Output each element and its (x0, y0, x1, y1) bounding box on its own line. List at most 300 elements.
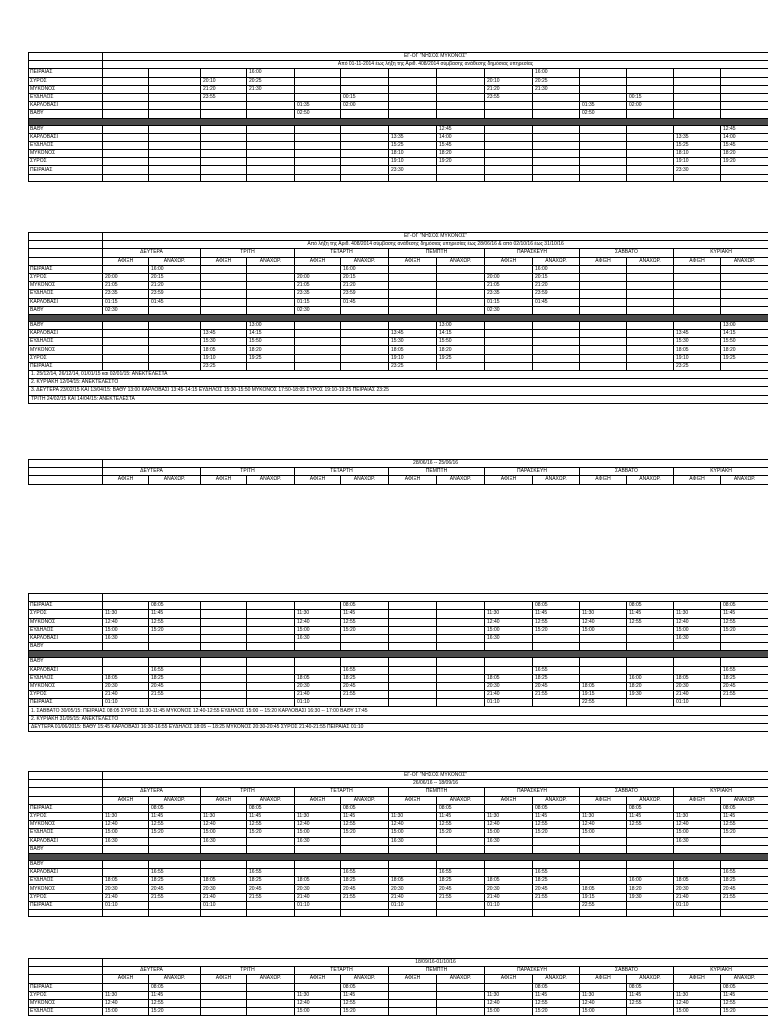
time-cell: 21:55 (149, 691, 201, 699)
time-cell: 11:45 (341, 610, 389, 618)
time-cell (247, 158, 295, 166)
time-cell (627, 860, 674, 868)
time-cell: 13:35 (674, 133, 721, 141)
time-cell (437, 290, 485, 298)
time-cell (247, 837, 295, 845)
port-name: ΚΑΡΛΟΒΑΣΙ (29, 837, 103, 845)
arrival-header: ΑΦΙΞΗ (580, 476, 627, 484)
time-cell: 12:40 (580, 999, 627, 1007)
port-name: ΜΥΚΟΝΟΣ (29, 999, 103, 1007)
note-row (29, 707, 768, 715)
time-cell (149, 110, 201, 118)
time-cell: 18:25 (247, 877, 295, 885)
time-cell: 08:05 (437, 804, 485, 812)
arrival-header: ΑΦΙΞΗ (295, 975, 341, 983)
arrival-header: ΑΦΙΞΗ (485, 975, 533, 983)
time-cell (247, 699, 295, 707)
time-cell: 18:05 (103, 674, 149, 682)
day-header: ΠΕΜΠΤΗ (389, 249, 485, 257)
time-cell (389, 321, 437, 329)
time-cell: 23:59 (149, 290, 201, 298)
time-cell (201, 643, 247, 651)
time-cell (533, 158, 580, 166)
time-cell (103, 102, 149, 110)
day-header: ΣΑΒΒΑΤΟ (580, 249, 674, 257)
time-cell: 01:10 (295, 901, 341, 909)
time-cell (437, 666, 485, 674)
time-cell: 20:10 (201, 77, 247, 85)
time-cell: 01:10 (295, 699, 341, 707)
time-cell (580, 69, 627, 77)
departure-header: ΑΝΑΧΩΡ. (247, 257, 295, 265)
port-row (29, 618, 768, 626)
day-header: ΤΡΙΤΗ (201, 967, 295, 975)
time-cell (627, 282, 674, 290)
port-name: ΣΥΡΟΣ (29, 812, 103, 820)
day-header: ΠΕΜΠΤΗ (389, 967, 485, 975)
time-cell (533, 125, 580, 133)
time-cell (580, 77, 627, 85)
time-cell (103, 346, 149, 354)
time-cell: 01:10 (389, 901, 437, 909)
day-header-row (29, 249, 768, 257)
corner-cell (29, 468, 103, 476)
time-cell: 23:55 (201, 93, 247, 101)
time-cell (247, 634, 295, 642)
time-cell (341, 634, 389, 642)
port-row (29, 682, 768, 690)
time-cell (627, 69, 674, 77)
time-cell: 21:40 (103, 691, 149, 699)
time-cell: 15:20 (533, 829, 580, 837)
time-cell: 11:30 (674, 991, 721, 999)
time-cell: 02:00 (341, 102, 389, 110)
time-cell: 11:45 (149, 991, 201, 999)
time-cell (580, 150, 627, 158)
time-cell (627, 626, 674, 634)
time-cell (103, 93, 149, 101)
departure-header: ΑΝΑΧΩΡ. (247, 796, 295, 804)
time-cell (721, 93, 768, 101)
time-cell: 11:45 (341, 812, 389, 820)
section-separator (29, 853, 768, 860)
time-cell (247, 602, 295, 610)
time-cell: 15:20 (721, 626, 768, 634)
time-cell (295, 77, 341, 85)
arrival-header: ΑΦΙΞΗ (485, 796, 533, 804)
time-cell (580, 804, 627, 812)
time-cell (201, 699, 247, 707)
time-cell (149, 158, 201, 166)
time-cell: 08:05 (149, 804, 201, 812)
schedule-block (28, 232, 756, 404)
time-cell: 20:15 (149, 273, 201, 281)
time-cell: 15:20 (341, 1008, 389, 1016)
section-separator (29, 314, 768, 321)
block-title: ΕΓ-ΟΓ "ΝΗΣΟΣ ΜΥΚΟΝΟΣ" (103, 772, 768, 780)
time-cell (674, 869, 721, 877)
time-cell: 01:15 (295, 298, 341, 306)
note-text: 2. ΚΥΡΙΑΚΗ 31/05/15: ΑΝΕΚΤΕΛΕΣΤΟ (29, 715, 768, 723)
corner-cell (29, 780, 103, 788)
time-cell: 13:45 (674, 330, 721, 338)
departure-header: ΑΝΑΧΩΡ. (341, 476, 389, 484)
time-cell: 21:20 (149, 282, 201, 290)
departure-header: ΑΝΑΧΩΡ. (533, 476, 580, 484)
time-cell (201, 282, 247, 290)
time-cell: 16:00 (341, 265, 389, 273)
note-text: ΤΡΙΤΗ 24/02/15 ΚΑΙ 14/04/15: ΑΝΕΚΤΕΛΕΣΤΑ (29, 395, 768, 403)
time-cell: 20:45 (341, 885, 389, 893)
time-cell: 23:30 (389, 166, 437, 174)
subheader-row (29, 796, 768, 804)
blank-cell (103, 174, 149, 181)
time-cell (674, 102, 721, 110)
time-cell (580, 658, 627, 666)
time-cell (341, 77, 389, 85)
note-row (29, 723, 768, 731)
time-cell: 16:30 (674, 634, 721, 642)
time-cell (201, 306, 247, 314)
time-cell (103, 860, 149, 868)
time-cell: 16:30 (485, 837, 533, 845)
time-cell: 19:25 (247, 354, 295, 362)
time-cell (674, 273, 721, 281)
time-cell (389, 691, 437, 699)
port-name: ΕΥΔΗΛΟΣ (29, 626, 103, 634)
time-cell: 11:45 (627, 610, 674, 618)
time-cell (437, 983, 485, 991)
time-cell (295, 658, 341, 666)
time-cell: 11:45 (721, 812, 768, 820)
time-cell (533, 338, 580, 346)
time-cell: 21:55 (149, 893, 201, 901)
time-cell: 22:55 (580, 901, 627, 909)
port-name: ΒΑΘΥ (29, 860, 103, 868)
time-cell: 16:00 (149, 265, 201, 273)
port-name: ΠΕΙΡΑΙΑΣ (29, 265, 103, 273)
port-row (29, 85, 768, 93)
time-cell: 18:05 (580, 885, 627, 893)
time-cell: 20:00 (295, 273, 341, 281)
port-name: ΜΥΚΟΝΟΣ (29, 85, 103, 93)
time-cell (389, 110, 437, 118)
time-cell: 18:05 (485, 674, 533, 682)
time-cell (103, 166, 149, 174)
time-cell: 12:55 (533, 999, 580, 1007)
time-cell: 12:40 (295, 821, 341, 829)
time-cell: 18:05 (389, 346, 437, 354)
time-cell: 20:25 (533, 77, 580, 85)
time-cell (721, 77, 768, 85)
time-cell (627, 306, 674, 314)
time-cell (389, 626, 437, 634)
time-cell: 23:25 (674, 362, 721, 370)
day-header: ΔΕΥΤΕΡΑ (103, 967, 201, 975)
time-cell (149, 93, 201, 101)
time-cell: 01:15 (103, 298, 149, 306)
blank-cell (149, 910, 201, 917)
time-cell: 11:30 (201, 812, 247, 820)
departure-header: ΑΝΑΧΩΡ. (627, 975, 674, 983)
time-cell (674, 306, 721, 314)
arrival-header: ΑΦΙΞΗ (103, 476, 149, 484)
time-cell (437, 85, 485, 93)
time-cell: 20:15 (533, 273, 580, 281)
separator-bar (29, 651, 768, 658)
note-row (29, 715, 768, 723)
time-cell (103, 77, 149, 85)
day-header: ΠΑΡΑΣΚΕΥΗ (485, 967, 580, 975)
time-cell (295, 338, 341, 346)
time-cell (627, 273, 674, 281)
port-name: ΠΕΙΡΑΙΑΣ (29, 166, 103, 174)
time-cell: 11:45 (533, 610, 580, 618)
time-cell: 18:05 (389, 877, 437, 885)
time-cell (389, 85, 437, 93)
time-cell (674, 290, 721, 298)
time-cell: 02:50 (580, 110, 627, 118)
port-name: ΒΑΘΥ (29, 306, 103, 314)
time-cell: 08:05 (533, 804, 580, 812)
time-cell (149, 77, 201, 85)
time-cell: 18:05 (295, 877, 341, 885)
departure-header: ΑΝΑΧΩΡ. (627, 796, 674, 804)
time-cell: 11:30 (485, 991, 533, 999)
time-cell (103, 362, 149, 370)
day-header: ΣΑΒΒΑΤΟ (580, 788, 674, 796)
time-cell (485, 869, 533, 877)
time-cell: 12:55 (341, 618, 389, 626)
block-subtitle: Από λήξη της Αριθ. 408/2014 σύμβασης ανάθεσης δημόσιας υπηρεσίας έως 28/06/16 & από 02/10/16 έως 31/10/16 (103, 241, 768, 249)
time-cell (201, 983, 247, 991)
time-cell (674, 804, 721, 812)
time-cell (247, 643, 295, 651)
time-cell (437, 999, 485, 1007)
time-cell (201, 133, 247, 141)
time-cell (674, 69, 721, 77)
time-cell (437, 110, 485, 118)
time-cell (721, 298, 768, 306)
time-cell (149, 901, 201, 909)
day-header: ΣΑΒΒΑΤΟ (580, 967, 674, 975)
time-cell (533, 110, 580, 118)
time-cell: 15:00 (485, 1008, 533, 1016)
port-row (29, 804, 768, 812)
time-cell: 18:05 (201, 346, 247, 354)
blank-cell (389, 910, 437, 917)
time-cell (627, 829, 674, 837)
time-cell: 11:45 (149, 610, 201, 618)
blank-cell (149, 174, 201, 181)
time-cell: 12:40 (674, 821, 721, 829)
time-cell: 15:50 (247, 338, 295, 346)
time-cell (580, 290, 627, 298)
port-row (29, 999, 768, 1007)
time-cell: 20:45 (721, 682, 768, 690)
time-cell (247, 110, 295, 118)
time-cell (627, 290, 674, 298)
departure-header: ΑΝΑΧΩΡ. (533, 796, 580, 804)
title-row (29, 772, 768, 780)
time-cell (580, 321, 627, 329)
blank-cell (29, 910, 103, 917)
time-cell (103, 845, 149, 853)
time-cell (627, 354, 674, 362)
port-row (29, 869, 768, 877)
port-row (29, 298, 768, 306)
time-cell: 20:00 (485, 273, 533, 281)
note-row (29, 371, 768, 379)
time-cell (674, 110, 721, 118)
time-cell: 21:55 (437, 893, 485, 901)
port-name: ΣΥΡΟΣ (29, 273, 103, 281)
time-cell: 15:30 (201, 338, 247, 346)
time-cell: 15:50 (437, 338, 485, 346)
time-cell: 23:59 (341, 290, 389, 298)
subtitle-row (29, 61, 768, 69)
arrival-header: ΑΦΙΞΗ (580, 975, 627, 983)
time-cell (149, 634, 201, 642)
time-cell (149, 845, 201, 853)
time-cell: 16:55 (533, 666, 580, 674)
port-row (29, 282, 768, 290)
time-cell: 00:15 (341, 93, 389, 101)
time-cell: 11:45 (721, 991, 768, 999)
arrival-header: ΑΦΙΞΗ (201, 257, 247, 265)
day-header-row (29, 788, 768, 796)
time-cell: 15:50 (721, 338, 768, 346)
time-cell: 18:25 (533, 877, 580, 885)
time-cell (485, 354, 533, 362)
arrival-header: ΑΦΙΞΗ (674, 476, 721, 484)
time-cell (674, 983, 721, 991)
time-cell (437, 860, 485, 868)
time-cell (580, 273, 627, 281)
time-cell: 12:55 (721, 618, 768, 626)
port-row (29, 158, 768, 166)
port-row (29, 626, 768, 634)
time-cell: 14:00 (437, 133, 485, 141)
time-cell (201, 860, 247, 868)
time-cell: 20:30 (201, 885, 247, 893)
title-row (29, 53, 768, 61)
time-cell (201, 298, 247, 306)
time-cell (103, 983, 149, 991)
time-cell (201, 102, 247, 110)
time-cell: 22:55 (580, 699, 627, 707)
time-cell: 16:30 (295, 837, 341, 845)
title-row (29, 594, 768, 602)
port-name: ΣΥΡΟΣ (29, 77, 103, 85)
note-text: 2. ΚΥΡΙΑΚΗ 12/04/15: ΑΝΕΚΤΕΛΕΣΤΟ (29, 379, 768, 387)
time-cell (247, 150, 295, 158)
time-cell: 23:30 (674, 166, 721, 174)
time-cell (389, 290, 437, 298)
time-cell (533, 362, 580, 370)
day-header: ΚΥΡΙΑΚΗ (674, 788, 768, 796)
time-cell (149, 346, 201, 354)
time-cell (149, 330, 201, 338)
time-cell: 14:00 (721, 133, 768, 141)
port-name: ΒΑΘΥ (29, 845, 103, 853)
time-cell: 16:55 (341, 869, 389, 877)
port-name: ΜΥΚΟΝΟΣ (29, 346, 103, 354)
time-cell (674, 658, 721, 666)
time-cell: 15:00 (295, 626, 341, 634)
time-cell: 15:30 (389, 338, 437, 346)
time-cell (674, 643, 721, 651)
time-cell: 20:15 (341, 273, 389, 281)
title-row (29, 959, 768, 967)
note-text: ΔΕΥΤΕΡΑ 01/06/2015: ΒΑΘΥ 15:45 ΚΑΡΛΟΒΑΣΙ 16:30-16:55 ΕΥΔΗΛΟΣ 18:05 -- 18:25 ΜΥΚΟΝΟΣ 20:30-20:45 ΣΥΡΟΣ 21:40-21:55 ΠΕΙΡΑΙΑΣ 01:10 (29, 723, 768, 731)
port-row (29, 330, 768, 338)
time-cell: 12:40 (103, 618, 149, 626)
time-cell: 11:30 (103, 991, 149, 999)
day-header: ΚΥΡΙΑΚΗ (674, 967, 768, 975)
time-cell (437, 362, 485, 370)
departure-header: ΑΝΑΧΩΡ. (533, 257, 580, 265)
time-cell: 15:00 (295, 829, 341, 837)
time-cell: 23:35 (103, 290, 149, 298)
schedule-table (28, 771, 768, 917)
time-cell (533, 166, 580, 174)
time-cell: 12:40 (295, 618, 341, 626)
time-cell: 15:20 (247, 829, 295, 837)
time-cell: 11:30 (485, 812, 533, 820)
time-cell (389, 983, 437, 991)
time-cell: 16:30 (103, 837, 149, 845)
time-cell (295, 85, 341, 93)
time-cell (485, 133, 533, 141)
time-cell: 12:55 (627, 618, 674, 626)
time-cell: 13:00 (437, 321, 485, 329)
time-cell (437, 845, 485, 853)
time-cell (437, 282, 485, 290)
time-cell: 12:55 (721, 821, 768, 829)
time-cell (580, 845, 627, 853)
time-cell: 20:30 (103, 682, 149, 690)
time-cell (295, 321, 341, 329)
port-name: ΠΕΙΡΑΙΑΣ (29, 602, 103, 610)
time-cell: 16:30 (674, 837, 721, 845)
port-name: ΚΑΡΛΟΒΑΣΙ (29, 869, 103, 877)
time-cell (389, 845, 437, 853)
departure-header: ΑΝΑΧΩΡ. (149, 975, 201, 983)
time-cell (533, 837, 580, 845)
time-cell (149, 102, 201, 110)
time-cell: 18:20 (437, 150, 485, 158)
time-cell: 16:30 (201, 837, 247, 845)
time-cell (103, 85, 149, 93)
time-cell (533, 346, 580, 354)
arrival-header: ΑΦΙΞΗ (295, 257, 341, 265)
time-cell: 16:00 (533, 69, 580, 77)
corner-cell (29, 233, 103, 241)
time-cell: 12:55 (533, 821, 580, 829)
time-cell (389, 602, 437, 610)
time-cell (674, 298, 721, 306)
time-cell: 18:20 (721, 346, 768, 354)
port-row (29, 102, 768, 110)
blank-cell (627, 910, 674, 917)
time-cell: 15:20 (341, 829, 389, 837)
time-cell: 12:40 (389, 821, 437, 829)
time-cell: 12:55 (627, 821, 674, 829)
time-cell: 15:00 (580, 829, 627, 837)
time-cell (247, 125, 295, 133)
time-cell (580, 330, 627, 338)
